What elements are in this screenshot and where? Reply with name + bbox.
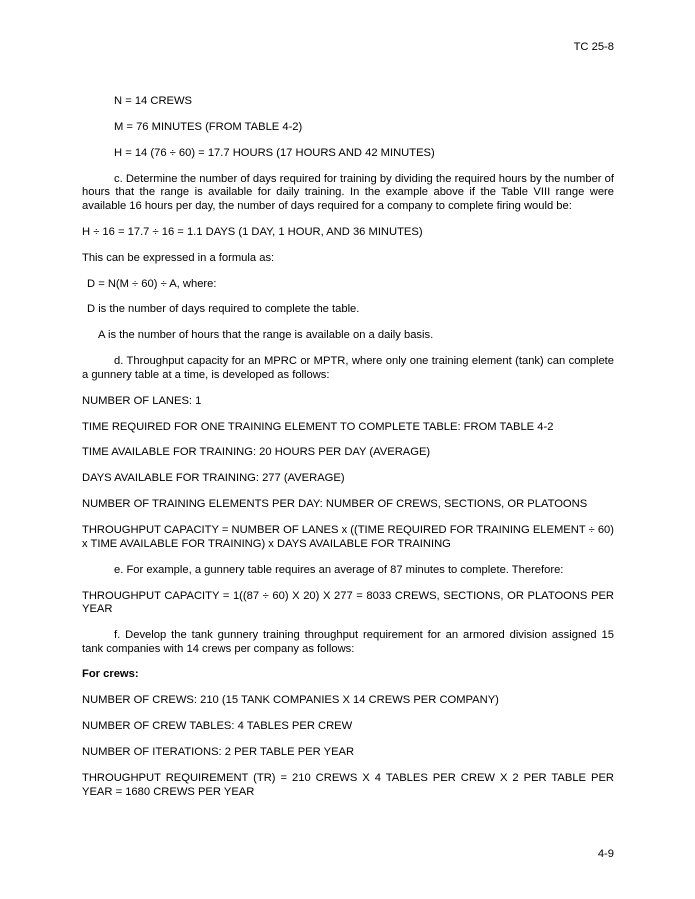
formula-intro: This can be expressed in a formula as: bbox=[82, 251, 275, 264]
time-available: TIME AVAILABLE FOR TRAINING: 20 HOURS PER DAY (AVERAGE) bbox=[82, 446, 431, 459]
definition-d: D is the number of days required to complete the table. bbox=[87, 303, 360, 316]
throughput-calculation: THROUGHPUT CAPACITY = 1((87 ÷ 60) X 20) X 277 = 8033 CREWS, SECTIONS, OR PLATOONS PER YEAR bbox=[82, 589, 614, 616]
number-of-crew-tables: NUMBER OF CREW TABLES: 4 TABLES PER CREW bbox=[82, 720, 353, 733]
page-body bbox=[82, 95, 614, 812]
elements-per-day: NUMBER OF TRAINING ELEMENTS PER DAY: NUMBER OF CREWS, SECTIONS, OR PLATOONS bbox=[82, 498, 588, 511]
variable-n: N = 14 CREWS bbox=[114, 95, 193, 107]
days-available: DAYS AVAILABLE FOR TRAINING: 277 (AVERAGE) bbox=[82, 472, 345, 485]
for-crews-heading: For crews: bbox=[82, 668, 139, 681]
throughput-formula: THROUGHPUT CAPACITY = NUMBER OF LANES x ((TIME REQUIRED FOR TRAINING ELEMENT ÷ 60) x TIME AVAILABLE FOR TRAINING) x DAYS AVAILABLE FOR TRAINING bbox=[82, 524, 614, 550]
time-required: TIME REQUIRED FOR ONE TRAINING ELEMENT TO COMPLETE TABLE: FROM TABLE 4-2 bbox=[82, 420, 554, 433]
page-number: 4-9 bbox=[597, 848, 614, 860]
number-of-iterations: NUMBER OF ITERATIONS: 2 PER TABLE PER YEAR bbox=[82, 746, 355, 759]
variable-h: H = 14 (76 ÷ 60) = 17.7 HOURS (17 HOURS AND 42 MINUTES) bbox=[114, 146, 435, 159]
days-calculation: H ÷ 16 = 17.7 ÷ 16 = 1.1 DAYS (1 DAY, 1 HOUR, AND 36 MINUTES) bbox=[82, 225, 423, 238]
definition-a: A is the number of hours that the range is available on a daily basis. bbox=[98, 329, 434, 342]
paragraph-d: d. Throughput capacity for an MPRC or MPTR, where only one training element (tank) can complete a gunnery table at a time, is developed as follows: bbox=[82, 355, 614, 381]
paragraph-c: c. Determine the number of days required for training by dividing the required hours by the number of hours that the range is available for daily training. In the example above if the Table VIII range were available 16 hours per day, the number of days required for a company to complete firing would be: bbox=[82, 172, 614, 212]
throughput-requirement: THROUGHPUT REQUIREMENT (TR) = 210 CREWS X 4 TABLES PER CREW X 2 PER TABLE PER YEAR = 1680 CREWS PER YEAR bbox=[82, 772, 614, 798]
variable-m: M = 76 MINUTES (FROM TABLE 4-2) bbox=[114, 120, 303, 133]
days-formula: D = N(M ÷ 60) ÷ A, where: bbox=[87, 277, 217, 290]
number-of-lanes: NUMBER OF LANES: 1 bbox=[82, 394, 202, 407]
paragraph-e: e. For example, a gunnery table requires an average of 87 minutes to complete. Therefore: bbox=[114, 563, 564, 576]
number-of-crews: NUMBER OF CREWS: 210 (15 TANK COMPANIES X 14 CREWS PER COMPANY) bbox=[82, 694, 499, 707]
paragraph-f: f. Develop the tank gunnery training throughput requirement for an armored division assigned 15 tank companies with 14 crews per company as follows: bbox=[82, 629, 614, 655]
page-header-doc-id: TC 25-8 bbox=[573, 41, 614, 53]
